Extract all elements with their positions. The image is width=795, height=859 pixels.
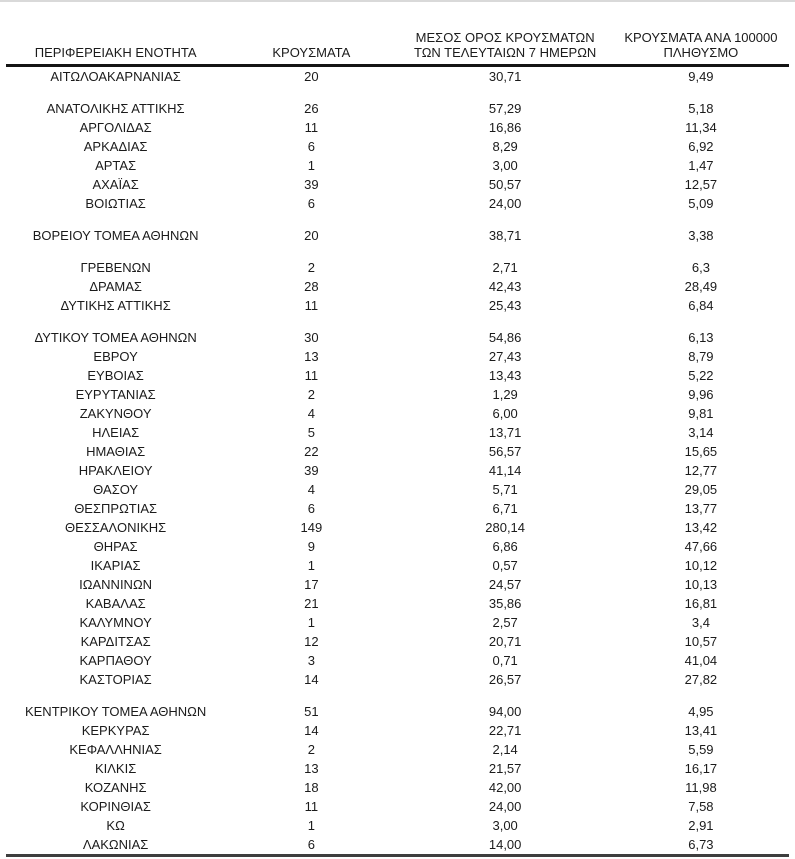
region-cell: ΚΙΛΚΙΣ (94, 761, 137, 776)
table-row (6, 797, 789, 816)
avg7-cell: 56,57 (488, 444, 522, 459)
per100k-cell: 5,22 (688, 368, 714, 383)
avg7-cell: 6,86 (492, 539, 518, 554)
per100k-cell: 16,17 (684, 761, 718, 776)
cases-cell: 11 (304, 799, 319, 814)
cases-cell: 2 (307, 260, 315, 275)
cases-cell: 2 (307, 742, 315, 757)
cases-cell: 28 (304, 279, 319, 294)
cases-cell: 20 (304, 228, 319, 243)
cases-cell: 6 (307, 196, 315, 211)
per100k-cell: 7,58 (688, 799, 714, 814)
cases-cell: 6 (307, 139, 315, 154)
top-edge-artifact (0, 0, 795, 2)
cases-cell: 149 (300, 520, 323, 535)
region-cell: ΚΕΡΚΥΡΑΣ (81, 723, 150, 738)
cases-cell: 4 (307, 406, 315, 421)
avg7-cell: 42,00 (488, 780, 522, 795)
cases-cell: 20 (304, 69, 319, 84)
per100k-cell: 28,49 (684, 279, 718, 294)
avg7-cell: 16,86 (488, 120, 522, 135)
per100k-cell: 9,96 (688, 387, 714, 402)
spacer-cell (6, 86, 789, 99)
per100k-cell: 15,65 (684, 444, 718, 459)
per100k-cell: 8,79 (688, 349, 714, 364)
region-cell: ΗΛΕΙΑΣ (92, 425, 140, 440)
avg7-cell: 41,14 (488, 463, 522, 478)
table-row (6, 759, 789, 778)
cases-cell: 21 (304, 596, 319, 611)
cases-cell: 6 (307, 837, 315, 852)
table-row (6, 226, 789, 245)
cases-cell: 11 (304, 368, 319, 383)
table-row (6, 480, 789, 499)
cases-cell: 13 (304, 349, 319, 364)
table-row (6, 296, 789, 315)
table-row (6, 721, 789, 740)
cases-cell: 1 (307, 558, 315, 573)
per100k-cell: 9,49 (688, 69, 714, 84)
region-cell: ΚΟΡΙΝΘΙΑΣ (80, 799, 151, 814)
per100k-cell: 4,95 (688, 704, 714, 719)
table-row (6, 702, 789, 721)
avg7-cell: 35,86 (488, 596, 522, 611)
column-header-cases (225, 26, 397, 66)
table-row (6, 594, 789, 613)
spacer-row (6, 245, 789, 258)
cases-cell: 11 (304, 298, 319, 313)
table-row (6, 175, 789, 194)
per100k-cell: 16,81 (684, 596, 718, 611)
region-cell: ΕΒΡΟΥ (93, 349, 138, 364)
spacer-cell (6, 315, 789, 328)
table-row (6, 442, 789, 461)
cases-cell: 1 (307, 818, 315, 833)
table-row (6, 423, 789, 442)
column-header-cases-label: ΚΡΟΥΣΜΑΤΑ (272, 45, 351, 60)
avg7-cell: 2,71 (492, 260, 518, 275)
table-row (6, 556, 789, 575)
avg7-cell: 20,71 (488, 634, 522, 649)
region-cell: ΙΩΑΝΝΙΝΩΝ (79, 577, 153, 592)
table-row (6, 835, 789, 856)
table-row (6, 518, 789, 537)
per100k-cell: 13,42 (684, 520, 718, 535)
table-row (6, 404, 789, 423)
avg7-cell: 57,29 (488, 101, 522, 116)
table-header (6, 26, 789, 66)
column-header-per100k-label-line2: ΠΛΗΘΥΣΜΟ (663, 45, 739, 60)
avg7-cell: 54,86 (488, 330, 522, 345)
cases-cell: 22 (304, 444, 319, 459)
avg7-cell: 3,00 (492, 818, 518, 833)
spacer-cell (6, 213, 789, 226)
table-row (6, 277, 789, 296)
avg7-cell: 24,00 (488, 799, 522, 814)
region-cell: ΑΧΑΪΑΣ (92, 177, 139, 192)
cases-cell: 4 (307, 482, 315, 497)
avg7-cell: 27,43 (488, 349, 522, 364)
region-cell: ΚΟΖΑΝΗΣ (84, 780, 147, 795)
column-header-per100k (613, 26, 789, 66)
per100k-cell: 29,05 (684, 482, 718, 497)
cases-cell: 12 (304, 634, 319, 649)
region-cell: ΑΙΤΩΛΟΑΚΑΡΝΑΝΙΑΣ (50, 69, 181, 84)
avg7-cell: 280,14 (485, 520, 526, 535)
cases-cell: 3 (307, 653, 315, 668)
cases-cell: 5 (307, 425, 315, 440)
per100k-cell: 5,09 (688, 196, 714, 211)
cases-cell: 9 (307, 539, 315, 554)
column-header-region-label: ΠΕΡΙΦΕΡΕΙΑΚΗ ΕΝΟΤΗΤΑ (34, 45, 197, 60)
table-row (6, 778, 789, 797)
per100k-cell: 5,18 (688, 101, 714, 116)
per100k-cell: 47,66 (684, 539, 718, 554)
spacer-cell (6, 689, 789, 702)
spacer-row (6, 689, 789, 702)
column-header-avg7-label-line1: ΜΕΣΟΣ ΟΡΟΣ ΚΡΟΥΣΜΑΤΩΝ (415, 30, 595, 45)
avg7-cell: 8,29 (492, 139, 518, 154)
region-cell: ΚΑΡΠΑΘΟΥ (79, 653, 152, 668)
region-cell: ΚΑΒΑΛΑΣ (85, 596, 146, 611)
table-row (6, 258, 789, 277)
per100k-cell: 6,13 (688, 330, 714, 345)
avg7-cell: 25,43 (488, 298, 522, 313)
region-cell: ΚΕΦΑΛΛΗΝΙΑΣ (69, 742, 162, 757)
avg7-cell: 26,57 (488, 672, 522, 687)
per100k-cell: 12,77 (684, 463, 718, 478)
table-row (6, 66, 789, 87)
cases-cell: 13 (304, 761, 319, 776)
cases-cell: 14 (304, 723, 319, 738)
avg7-cell: 6,71 (492, 501, 518, 516)
cases-cell: 2 (307, 387, 315, 402)
cases-cell: 39 (304, 463, 319, 478)
region-cell: ΘΑΣΟΥ (93, 482, 139, 497)
per100k-cell: 10,12 (684, 558, 718, 573)
table-row (6, 366, 789, 385)
table-row (6, 740, 789, 759)
table-row (6, 613, 789, 632)
per100k-cell: 6,3 (691, 260, 710, 275)
table-row (6, 816, 789, 835)
column-header-avg7-label-line2: ΤΩΝ ΤΕΛΕΥΤΑΙΩΝ 7 ΗΜΕΡΩΝ (413, 45, 597, 60)
region-cell: ΑΡΤΑΣ (95, 158, 137, 173)
avg7-cell: 13,71 (488, 425, 522, 440)
region-cell: ΖΑΚΥΝΘΟΥ (79, 406, 152, 421)
cases-cell: 1 (307, 615, 315, 630)
avg7-cell: 2,14 (492, 742, 518, 757)
table-row (6, 575, 789, 594)
region-cell: ΙΚΑΡΙΑΣ (90, 558, 141, 573)
region-cell: ΚΕΝΤΡΙΚΟΥ ΤΟΜΕΑ ΑΘΗΝΩΝ (24, 704, 207, 719)
avg7-cell: 21,57 (488, 761, 522, 776)
avg7-cell: 3,00 (492, 158, 518, 173)
avg7-cell: 2,57 (492, 615, 518, 630)
avg7-cell: 94,00 (488, 704, 522, 719)
per100k-cell: 41,04 (684, 653, 718, 668)
table-row (6, 99, 789, 118)
region-cell: ΗΜΑΘΙΑΣ (86, 444, 146, 459)
table-row (6, 499, 789, 518)
region-cell: ΒΟΡΕΙΟΥ ΤΟΜΕΑ ΑΘΗΝΩΝ (32, 228, 199, 243)
avg7-cell: 50,57 (488, 177, 522, 192)
cases-cell: 17 (304, 577, 319, 592)
cases-cell: 1 (307, 158, 315, 173)
table-row (6, 328, 789, 347)
avg7-cell: 13,43 (488, 368, 522, 383)
table-row (6, 537, 789, 556)
per100k-cell: 6,73 (688, 837, 714, 852)
per100k-cell: 10,13 (684, 577, 718, 592)
spacer-row (6, 86, 789, 99)
per100k-cell: 13,41 (684, 723, 718, 738)
per100k-cell: 9,81 (688, 406, 714, 421)
table-row (6, 137, 789, 156)
per100k-cell: 3,4 (691, 615, 710, 630)
region-cell: ΑΡΚΑΔΙΑΣ (83, 139, 148, 154)
table-row (6, 385, 789, 404)
spacer-row (6, 315, 789, 328)
column-header-region (6, 26, 225, 66)
region-cell: ΔΡΑΜΑΣ (89, 279, 142, 294)
table-row (6, 632, 789, 651)
per100k-cell: 3,38 (688, 228, 714, 243)
avg7-cell: 0,57 (492, 558, 518, 573)
regional-cases-table (6, 26, 789, 857)
avg7-cell: 24,57 (488, 577, 522, 592)
table-row (6, 347, 789, 366)
region-cell: ΛΑΚΩΝΙΑΣ (82, 837, 149, 852)
table-row (6, 461, 789, 480)
cases-cell: 6 (307, 501, 315, 516)
region-cell: ΚΑΣΤΟΡΙΑΣ (79, 672, 152, 687)
region-cell: ΕΥΒΟΙΑΣ (87, 368, 144, 383)
spacer-cell (6, 245, 789, 258)
per100k-cell: 13,77 (684, 501, 718, 516)
column-header-avg7 (397, 26, 612, 66)
cases-cell: 51 (304, 704, 319, 719)
per100k-cell: 5,59 (688, 742, 714, 757)
region-cell: ΘΕΣΣΑΛΟΝΙΚΗΣ (65, 520, 167, 535)
region-cell: ΔΥΤΙΚΗΣ ΑΤΤΙΚΗΣ (60, 298, 171, 313)
region-cell: ΒΟΙΩΤΙΑΣ (85, 196, 146, 211)
per100k-cell: 11,34 (685, 120, 717, 135)
region-cell: ΘΕΣΠΡΩΤΙΑΣ (74, 501, 158, 516)
table-row (6, 118, 789, 137)
cases-cell: 30 (304, 330, 319, 345)
region-cell: ΚΩ (106, 818, 125, 833)
region-cell: ΑΝΑΤΟΛΙΚΗΣ ΑΤΤΙΚΗΣ (46, 101, 185, 116)
region-cell: ΘΗΡΑΣ (93, 539, 138, 554)
table-row (6, 670, 789, 689)
per100k-cell: 10,57 (684, 634, 718, 649)
cases-cell: 26 (304, 101, 319, 116)
avg7-cell: 0,71 (492, 653, 518, 668)
table-body (6, 66, 789, 856)
column-header-per100k-label-line1: ΚΡΟΥΣΜΑΤΑ ΑΝΑ 100000 (624, 30, 778, 45)
region-cell: ΗΡΑΚΛΕΙΟΥ (78, 463, 153, 478)
per100k-cell: 3,14 (688, 425, 714, 440)
table-row (6, 156, 789, 175)
avg7-cell: 24,00 (488, 196, 522, 211)
per100k-cell: 11,98 (685, 780, 717, 795)
region-cell: ΔΥΤΙΚΟΥ ΤΟΜΕΑ ΑΘΗΝΩΝ (34, 330, 197, 345)
avg7-cell: 14,00 (488, 837, 522, 852)
per100k-cell: 12,57 (684, 177, 718, 192)
avg7-cell: 42,43 (488, 279, 522, 294)
region-cell: ΚΑΛΥΜΝΟΥ (79, 615, 152, 630)
per100k-cell: 27,82 (684, 672, 718, 687)
table-row (6, 651, 789, 670)
cases-cell: 39 (304, 177, 319, 192)
region-cell: ΑΡΓΟΛΙΔΑΣ (79, 120, 152, 135)
per100k-cell: 2,91 (688, 818, 714, 833)
avg7-cell: 5,71 (492, 482, 518, 497)
avg7-cell: 30,71 (488, 69, 522, 84)
avg7-cell: 1,29 (492, 387, 518, 402)
region-cell: ΕΥΡΥΤΑΝΙΑΣ (75, 387, 156, 402)
cases-cell: 18 (304, 780, 319, 795)
avg7-cell: 38,71 (488, 228, 522, 243)
per100k-cell: 6,92 (688, 139, 714, 154)
avg7-cell: 22,71 (488, 723, 522, 738)
cases-cell: 14 (304, 672, 319, 687)
avg7-cell: 6,00 (492, 406, 518, 421)
per100k-cell: 1,47 (688, 158, 714, 173)
per100k-cell: 6,84 (688, 298, 714, 313)
table-row (6, 194, 789, 213)
region-cell: ΓΡΕΒΕΝΩΝ (80, 260, 151, 275)
cases-cell: 11 (304, 120, 319, 135)
spacer-row (6, 213, 789, 226)
header-row (6, 26, 789, 66)
region-cell: ΚΑΡΔΙΤΣΑΣ (80, 634, 151, 649)
